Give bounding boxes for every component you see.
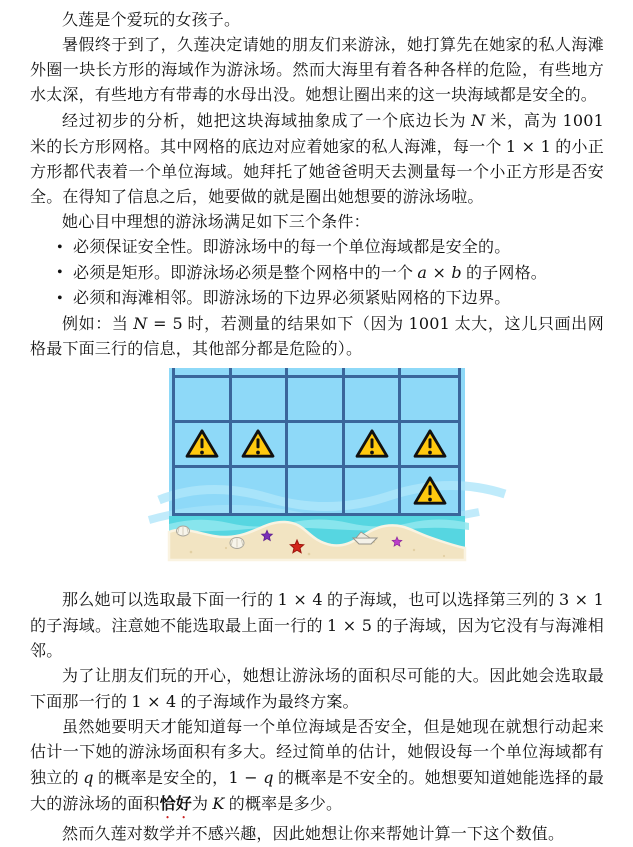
math-variable: N [133,314,148,333]
text-run: 1 × 4 [131,692,177,711]
text-run: 必须是矩形。即游泳场必须是整个网格中的一个 [73,265,418,282]
paragraph [30,311,604,362]
grid-cell [401,378,458,423]
math-variable: b [451,263,462,282]
text-run: 的概率是不安全的。她想要知道她能选择的最大的游泳场的面积 [30,770,605,813]
text-run: 的子海域。注意她不能选取最上面一行的 [30,618,328,635]
text-run: 的子海域，因为它没有与海滩相邻。 [30,618,604,660]
text-run: 那么她可以选取最下面一行的 [62,592,278,609]
text-run: 1 × 1 [505,137,551,156]
math-variable: K [212,794,225,813]
text-run: 久莲是个爱玩的女孩子。 [62,12,241,29]
grid-cell-partial [288,368,345,378]
grid-cell-partial [345,368,402,378]
grid-cell [288,378,345,423]
scallop-shell-icon [177,526,190,536]
text-run: 为 [192,796,213,813]
text-run: 的子网格。 [461,265,547,282]
text-run: 然而久莲对数学并不感兴趣，因此她想让你来帮她计算一下这个数值。 [62,826,565,843]
text-run: 1001 [408,314,450,333]
text-run: 米的长方形网格。其中网格的底边对应着她家的私人海滩，每一个 [30,139,506,156]
math-variable: N [471,111,486,130]
text-run: 的概率是安全的， [93,770,229,787]
grid-cell [401,423,458,468]
text-run: × [427,263,452,282]
paragraph [30,210,604,235]
grid-cell [345,468,402,513]
math-variable: a [417,263,428,282]
condition-item [30,286,604,311]
text-run: 时，若测量的结果如下（因为 [182,316,409,333]
condition-item [30,235,604,260]
text-before-figure [30,8,604,362]
grid-cell [175,378,232,423]
conditions-list [30,235,604,311]
text-run: 1 − [228,768,264,787]
warning-triangle-icon [413,429,447,459]
text-run: 3 × 1 [558,590,604,609]
grid-cell [232,468,289,513]
text-run: 1 × 4 [277,590,323,609]
figure-swimming-grid [169,368,465,560]
grid-cell [232,423,289,468]
text-run: = 5 [147,314,183,333]
math-variable: q [83,768,94,787]
text-run: 的小正方形都代表着一个单位海域。她拜托了她爸爸明天去测量每一个小正方形是否安全。在得知了信息之后，她要做的就是圈出她想要的游泳场啦。 [30,139,604,206]
emphasized-text: 恰好 [159,796,193,813]
grid-cell-partial [232,368,289,378]
condition-item [30,260,604,286]
paragraph [30,587,604,664]
grid-cell [345,378,402,423]
grid-cell [401,468,458,513]
text-run: 的概率是多少。 [224,796,343,813]
grid-cell [175,423,232,468]
text-run: 经过初步的分析，她把这块海域抽象成了一个底边长为 [62,113,472,130]
beach-decoration [169,516,465,560]
text-run: 太大，这儿只画出网格最下面三行的信息，其他部分都是危险的）。 [30,316,604,358]
paragraph [30,8,604,33]
math-variable: q [263,768,274,787]
grid-cell-partial [401,368,458,378]
warning-triangle-icon [355,429,389,459]
text-run: 她心目中理想的游泳场满足如下三个条件： [62,214,370,231]
text-run: 必须和海滩相邻。即游泳场的下边界必须紧贴网格的下边界。 [73,290,511,307]
text-run: 虽然她要明天才能知道每一个单位海域是否安全，但是她现在就想行动起来估计一下她的游泳场面积有多大。经过简单的估计，她假设每一个单位海域都有独立的 [30,719,604,787]
text-run: 为了让朋友们玩的开心，她想让游泳场的面积尽可能的大。因此她会选取最下面那一行的 [30,668,604,711]
warning-triangle-icon [185,429,219,459]
paragraph [30,108,604,210]
text-run: 必须保证安全性。即游泳场中的每一个单位海域都是安全的。 [73,239,511,256]
scallop-shell-icon [230,538,244,549]
paragraph [30,822,604,847]
warning-triangle-icon [413,476,447,506]
grid-cell-partial [175,368,232,378]
text-run: 例如：当 [62,316,134,333]
grid-cell [345,423,402,468]
text-run: 1001 [562,111,604,130]
text-after-figure [30,587,604,847]
paragraph [30,664,604,715]
grid-cell [288,468,345,513]
grid-cell [175,468,232,513]
text-run: 米，高为 [485,113,563,130]
text-run: 的子海域，也可以选择第三列的 [322,592,559,609]
paragraph [30,715,604,822]
text-run: 暑假终于到了，久莲决定请她的朋友们来游泳，她打算先在她家的私人海滩外圈一块长方形的海域作为游泳场。然而大海里有着各种各样的危险，有些地方水太深，有些地方有带毒的水母出没。她想让圈出来的这一块海域都是安全的。 [30,37,604,104]
paragraph [30,33,604,108]
text-run: 的子海域作为最终方案。 [176,694,359,711]
text-run: 1 × 5 [327,616,373,635]
grid-cell [288,423,345,468]
sea-grid [172,368,461,516]
grid-cell [232,378,289,423]
warning-triangle-icon [241,429,275,459]
